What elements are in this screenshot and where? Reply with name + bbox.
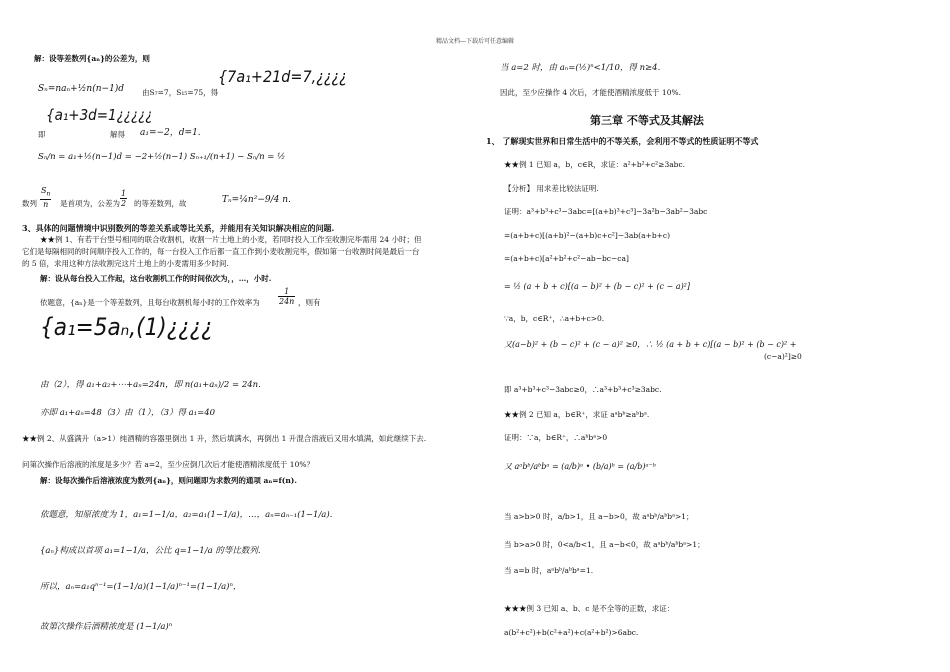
page-header: 精品文档---下载后可任意编辑 [435, 38, 515, 45]
equation-system-2: {a₁+3d=1¿¿¿¿¿ [46, 106, 153, 124]
proof-line-6-cont: (c−a)²]≥0 [764, 352, 802, 361]
example-1-sum: 由（2），得 a₁+a₂+⋯+aₙ=24n，即 n(a₁+aₙ)/2 = 24n. [40, 380, 261, 390]
proof-line-6: 又(a−b)² + (b − c)² + (c − a)² ≥0，∴ ½ (a + b + c)[(a − b)² + (b − c)² + [504, 340, 797, 349]
conclusion-line: 因此，至少应操作 4 次后，才能使酒精浓度低于 10%. [500, 88, 681, 97]
equation-system-3: {a₁=5aₙ,(1)¿¿¿¿ [40, 313, 213, 341]
tn-formula: Tₙ=¼n²−9/4 n. [222, 195, 291, 205]
proof-line-1: 证明：a³+b³+c³−3abc=[(a+b)³+c³]−3a²b−3ab²−3abc [504, 207, 708, 216]
text-jiede: 解得 [110, 130, 125, 139]
half-fraction: $\frac{1}{2}$ [121, 189, 127, 208]
efficiency-fraction: $\frac{1}{24n}$ [279, 287, 295, 306]
text-ji: 即 [38, 130, 46, 139]
text-zeyou: ，则有 [298, 298, 321, 307]
example-3-statement: ★★★例 3 已知 a、b、c 是不全等的正数，求证： [504, 604, 675, 613]
example-1-line-1: ★★例 1、有若干台型号相同的联合收割机，收割一片土地上的小麦，若同时投入工作至收割完毕需用 24 小时；但 [40, 235, 422, 244]
sum-formula: Sₙ=naₙ+½n(n−1)d [38, 84, 125, 94]
proof2-line-2: 又 aᵃbᵇ/aᵇbᵃ = (a/b)ᵃ • (b/a)ᵇ = (a/b)ᵃ⁻ᵇ [504, 462, 656, 471]
equation-system-1: {7a₁+21d=7,¿¿¿¿ [218, 67, 347, 86]
proof2-case-2: 当 b>a>0 时，0<a/b<1，且 a−b<0，故 aᵃbᵇ/aᵇbᵃ>1； [504, 540, 705, 549]
text-shulie: 数列 [22, 199, 37, 208]
proof-line-5: ∵a，b，c∈R⁺，∴a+b+c>0. [504, 314, 605, 323]
example-1-line-3: 的 5 倍，求用这种方法收割完这片土地上的小麦需用多少时间. [22, 259, 229, 268]
given-values: 由S₇=7，S₁₅=75，得 [142, 88, 219, 97]
proof-line-7: 即 a³+b³+c³−3abc≥0，∴a³+b³+c³≥3abc. [504, 385, 662, 394]
section-1-heading: 1、 了解现实世界和日常生活中的不等关系，会利用不等式的性质证明不等式 [486, 136, 759, 146]
example-3-inequality: a(b²+c²)+b(c²+a²)+c(a²+b²)>6abc. [504, 628, 639, 637]
proof-line-3: =(a+b+c)[a²+b²+c²−ab−bc−ca] [504, 254, 629, 263]
proof-line-4: = ½ (a + b + c)[(a − b)² + (b − c)² + (c − a)²] [504, 282, 691, 291]
chapter-title: 第三章 不等式及其解法 [590, 114, 704, 127]
example-2-line-1: ★★例 2、从盛满升（a>1）纯酒精的容器里倒出 1 升，然后填满水，再倒出 1 升混合溶液后又用水填满，如此继续下去. [22, 434, 427, 443]
example-1-line-2: 它们是每隔相同的时间顺序投入工作的，每一台投入工作后都一直工作到小麦收割完毕，假如第一台收割时间是最后一台 [22, 247, 420, 256]
example-2-answer: 故第次操作后酒精浓度是 (1−1/a)ⁿ [40, 622, 173, 632]
text-arith-seq: 的等差数列，故 [134, 199, 187, 208]
condition-a-equals-2: 当 a=2 时，由 aₙ=(½)ⁿ<1/10，得 n≥4. [500, 63, 661, 73]
example-2-concentrations: 依题意，知原浓度为 1，a₁=1−1/a，a₂=a₁(1−1/a)，…，aₙ=aₙ₋₁(1−1/a). [40, 510, 333, 520]
example-1-setup: 依题意，{aₙ}是一个等差数列，且每台收割机每小时的工作效率为 [40, 298, 260, 307]
example-2-line-2: 问第次操作后溶液的浓度是多少？若 a=2，至少应倒几次后才能使酒精浓度低于 10%？ [22, 460, 314, 469]
analysis-line: 【分析】 用求差比较法证明. [504, 184, 599, 193]
solution-values: a₁=−2，d=1. [140, 128, 201, 138]
sn-over-n-label: $\frac{S_n}{n}$ [41, 186, 51, 209]
sn-over-n-formula: Sₙ/n = a₁+½(n−1)d = −2+½(n−1) Sₙ₊₁/(n+1) − Sₙ/n = ½ [38, 152, 286, 162]
proof2-line-1: 证明：∵a，b∈R⁺，∴aᵇbᵃ>0 [504, 433, 608, 442]
example-2-solution: 解：设每次操作后溶液浓度为数列{aₙ}，则问题即为求数列的通项 aₙ=f(n). [40, 476, 297, 485]
proof-line-2: =(a+b+c)[(a+b)²−(a+b)c+c²]−3ab(a+b+c) [504, 231, 671, 240]
example-2-statement: ★★例 2 已知 a，b∈R⁺，求证 aᵃbᵇ≥aᵇbᵃ. [504, 410, 650, 419]
text-first-term: 是首项为，公差为 [60, 199, 120, 208]
example-1-result: 亦即 a₁+aₙ=48（3）由（1），（3）得 a₁=40 [40, 408, 216, 418]
solution-line: 解：设等差数列{aₙ}的公差为，则 [34, 54, 150, 63]
example-1-solution: 解：设从每台投入工作起，这台收割机工作的时间依次为，，…，小时. [40, 274, 272, 283]
example-1-statement: ★★例 1 已知 a，b，c∈R，求证：a²+b²+c²≥3abc. [504, 160, 686, 169]
section-3-heading: 3、具体的问题情境中识别数列的等差关系或等比关系，并能用有关知识解决相应的问题. [22, 223, 335, 233]
proof2-case-3: 当 a=b 时，aᵃbᵇ/aᵇbᵃ=1. [504, 566, 594, 575]
proof2-case-1: 当 a>b>0 时，a/b>1，且 a−b>0，故 aᵃbᵇ/aᵇbᵃ>1； [504, 512, 694, 521]
example-2-geometric: {aₙ}构成以首项 a₁=1−1/a，公比 q=1−1/a 的等比数列. [40, 546, 261, 556]
example-2-general-term: 所以，aₙ=a₁qⁿ⁻¹=(1−1/a)(1−1/a)ⁿ⁻¹=(1−1/a)ⁿ， [40, 582, 242, 592]
